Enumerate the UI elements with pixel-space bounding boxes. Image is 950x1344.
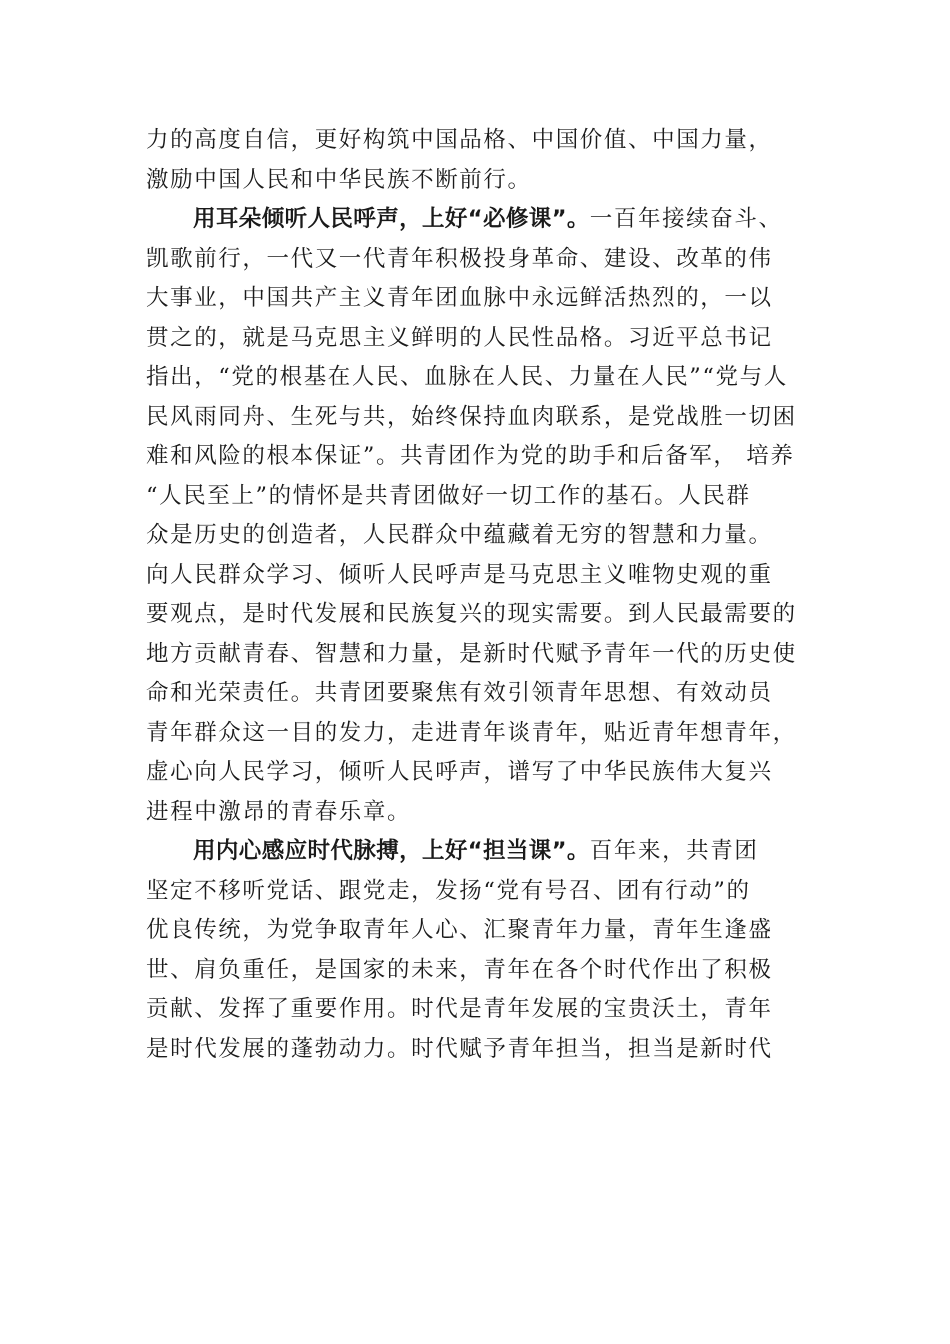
text-line: 向人民群众学习、倾听人民呼声是马克思主义唯物史观的重 [146,561,773,588]
paragraph-first-line [146,832,806,872]
text-line: 命和光荣责任。共青团要聚焦有效引领青年思想、有效动员 [146,680,773,706]
paragraph-first-line [146,200,806,240]
text-line: 是时代发展的蓬勃动力。时代赋予青年担当，担当是新时代 [146,1035,773,1062]
paragraph-3 [146,832,806,1069]
text-line: 世、肩负重任，是国家的未来，青年在各个时代作出了积极 [146,956,773,983]
text-line: 虚心向人民学习，倾听人民呼声，谱写了中华民族伟大复兴 [146,759,773,785]
text-line: 凯歌前行，一代又一代青年积极投身革命、建设、改革的伟 [146,245,773,272]
text-line: 地方贡献青春、智慧和力量，是新时代赋予青年一代的历史使 [146,640,797,667]
text-line: 优良传统，为党争取青年人心、汇聚青年力量，青年生逢盛 [146,917,773,943]
text-line: 指出，“党的根基在人民、血脉在人民、力量在人民”“党与人 [146,364,788,390]
paragraph-heading: 用内心感应时代脉搏，上好“担当课”。 [193,838,590,864]
text-line: 民风雨同舟、生死与共，始终保持血肉联系，是党战胜一切困 [146,403,797,430]
paragraph-heading: 用耳朵倾听人民呼声，上好“必修课”。 [193,206,590,232]
text-line: 激励中国人民和中华民族不断前行。 [146,166,532,193]
text-line: 大事业，中国共产主义青年团血脉中永远鲜活热烈的，一以 [146,285,773,311]
text-line: 难和风险的根本保证”。共青团作为党的助手和后备军， 培养 [146,443,795,469]
text-line: 贡献、发挥了重要作用。时代是青年发展的宝贵沃土，青年 [146,996,773,1022]
text-run: 百年来，共青团 [589,838,759,864]
body-text [146,121,806,1069]
paragraph-1 [146,121,806,200]
text-line: 力的高度自信，更好构筑中国品格、中国价值、中国力量， [146,127,773,153]
text-line: 青年群众这一目的发力，走进青年谈青年，贴近青年想青年， [146,719,797,746]
text-run: 一百年接续奋斗、 [589,206,783,232]
text-line: 贯之的，就是马克思主义鲜明的人民性品格。习近平总书记 [146,324,773,351]
text-line: 坚定不移听党话、跟党走，发扬“党有号召、团有行动”的 [146,877,751,904]
text-line: 要观点，是时代发展和民族复兴的现实需要。到人民最需要的 [146,601,797,627]
text-line: 进程中激昂的青春乐章。 [146,798,412,825]
text-line: “人民至上”的情怀是共青团做好一切工作的基石。人民群 [146,482,751,509]
paragraph-2 [146,200,806,832]
text-line: 众是历史的创造者，人民群众中蕴藏着无穷的智慧和力量。 [146,522,773,548]
